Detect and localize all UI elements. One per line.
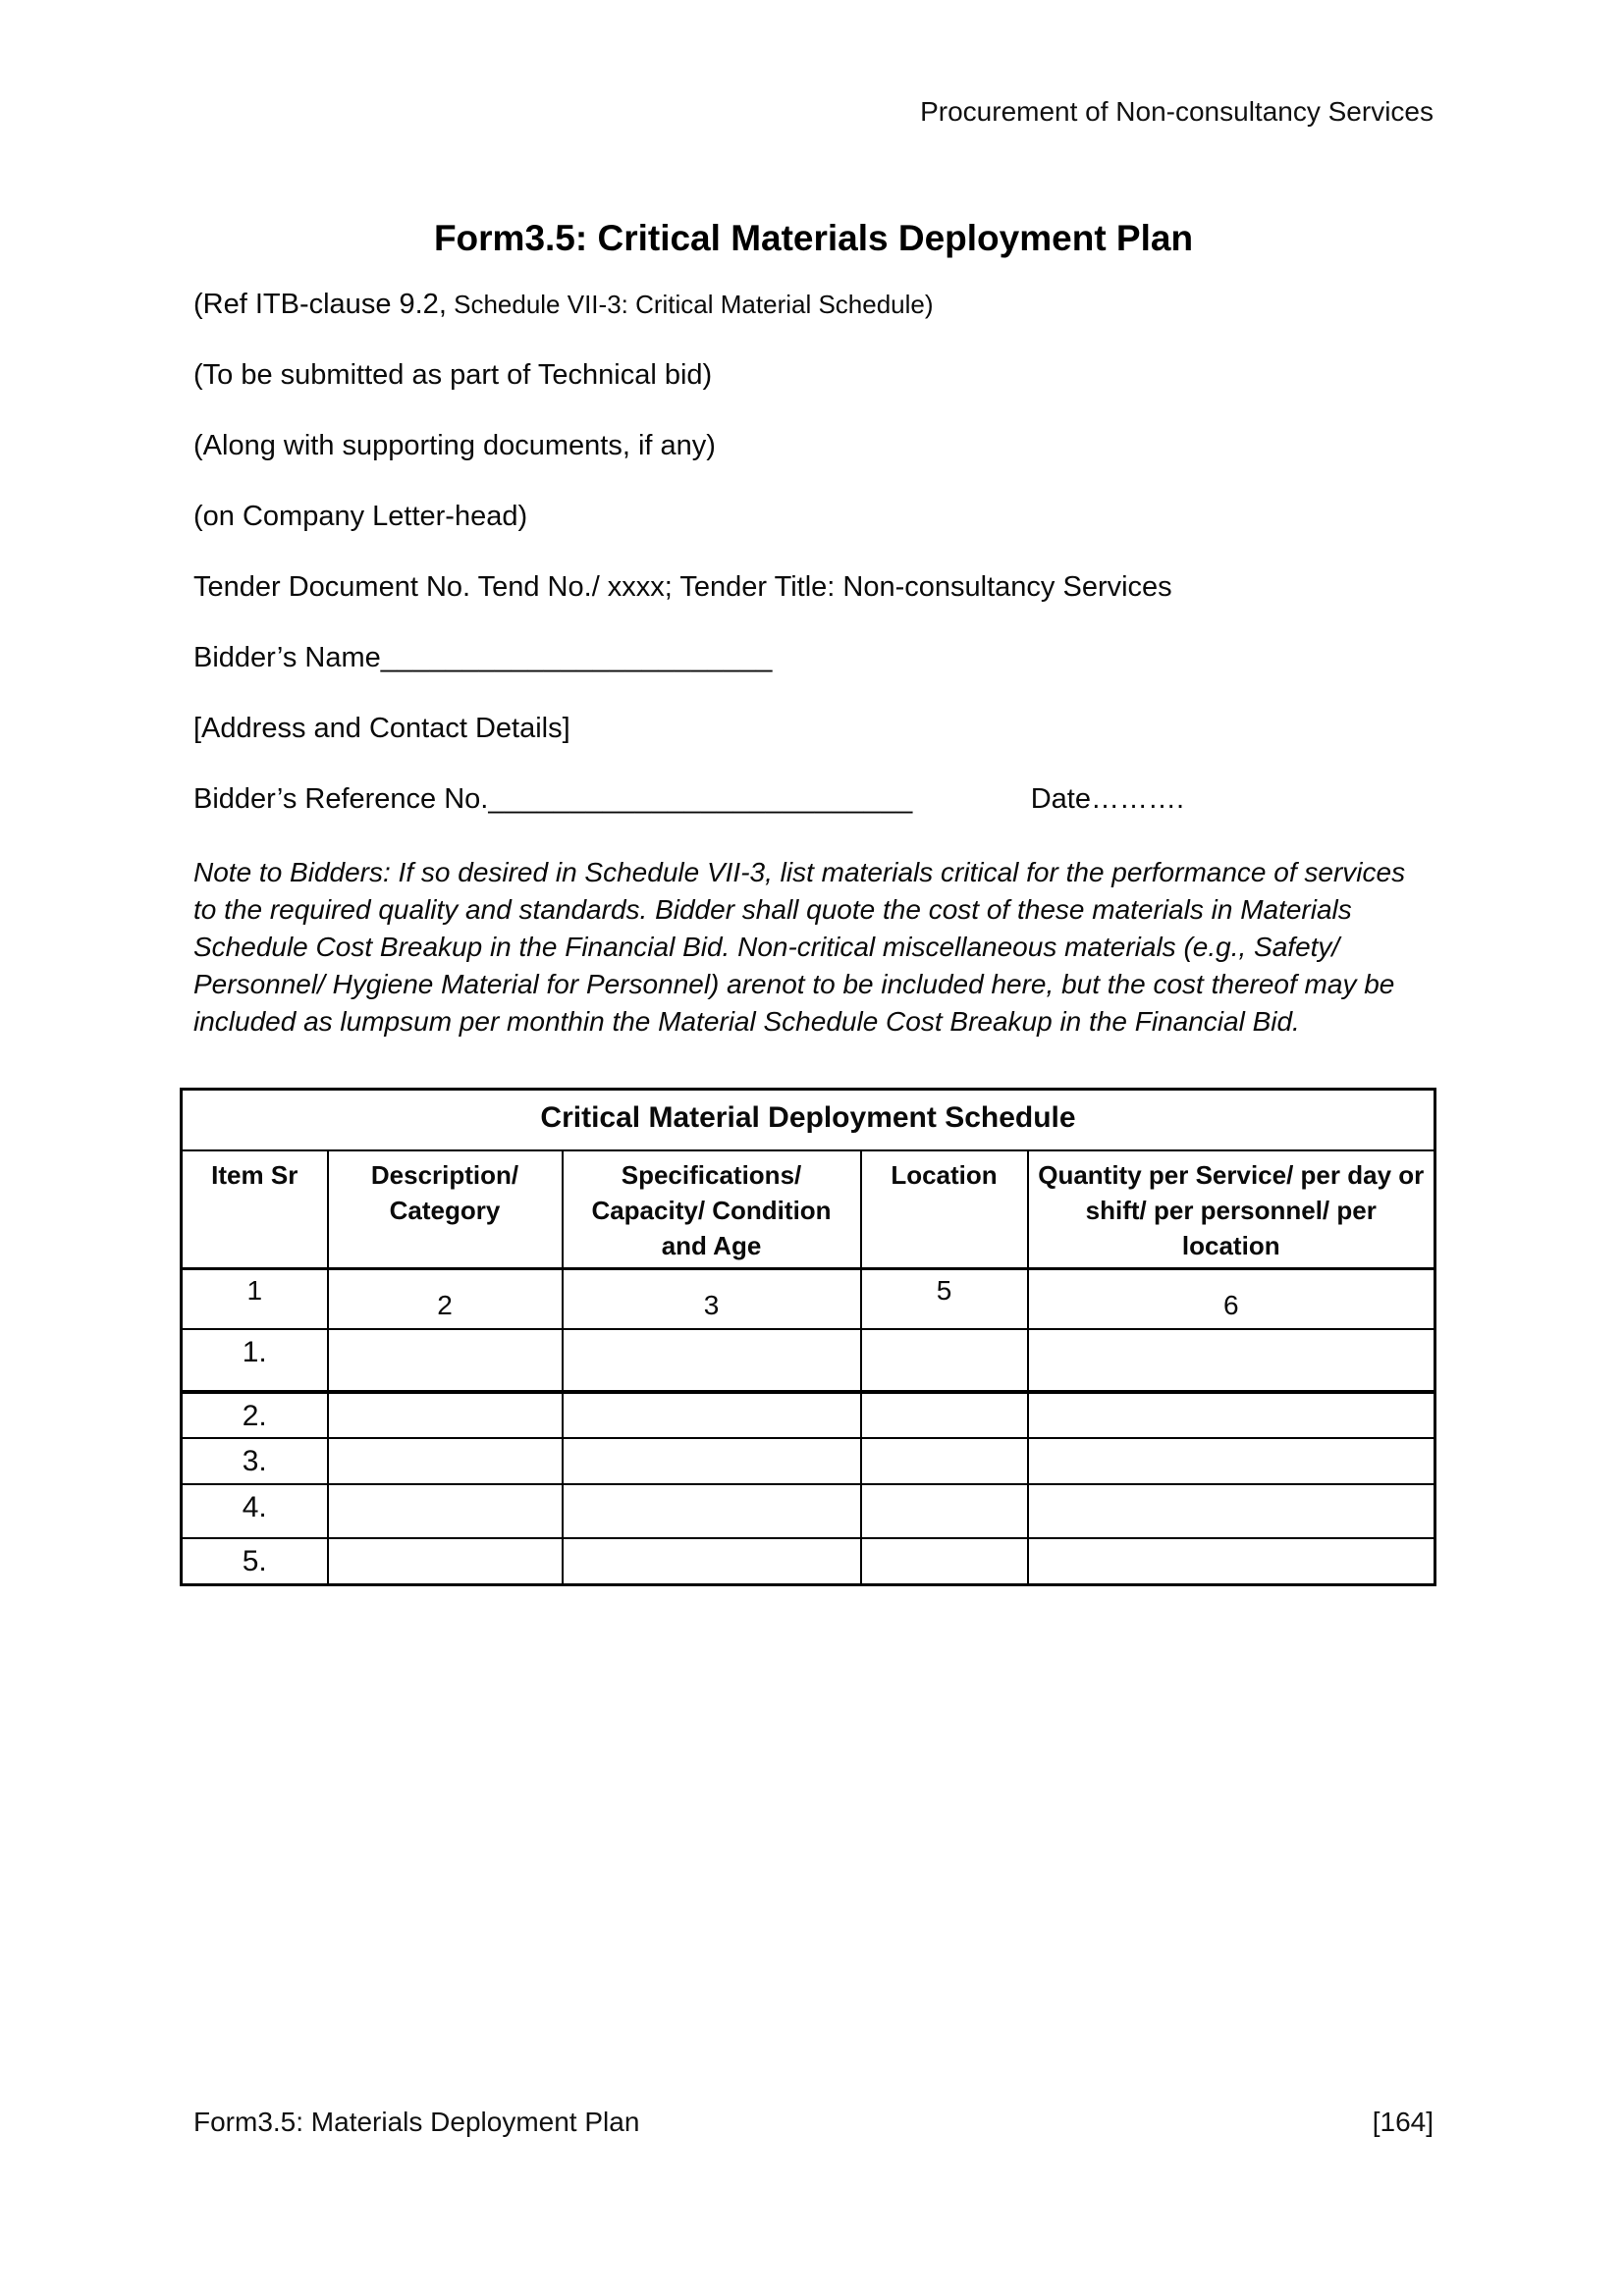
- table-caption-row: [182, 1090, 1435, 1150]
- page-footer: [193, 2107, 1434, 2138]
- empty-cell: [1028, 1538, 1435, 1584]
- table-row: [182, 1538, 1435, 1584]
- row-sr-cell: 5.: [182, 1538, 328, 1584]
- bidder-reference-blank: __________________________: [488, 783, 913, 815]
- column-number: 6: [1028, 1268, 1435, 1329]
- address-line: [Address and Contact Details]: [193, 713, 570, 744]
- empty-cell: [563, 1438, 861, 1484]
- page-title: Form3.5: Critical Materials Deployment Plan: [433, 218, 1194, 258]
- empty-cell: [861, 1392, 1028, 1438]
- table-row: [182, 1329, 1435, 1392]
- supporting-documents-line: (Along with supporting documents, if any): [193, 430, 716, 461]
- column-number: 2: [328, 1268, 563, 1329]
- row-sr-cell: 3.: [182, 1438, 328, 1484]
- bidder-name-blank: ________________________: [380, 642, 773, 673]
- table-row: [182, 1438, 1435, 1484]
- row-sr-cell: 4.: [182, 1484, 328, 1538]
- table-caption: Critical Material Deployment Schedule: [182, 1090, 1435, 1150]
- page-header: [193, 96, 1434, 128]
- empty-cell: [861, 1438, 1028, 1484]
- column-header-location: Location: [861, 1150, 1028, 1269]
- row-sr-cell: 1.: [182, 1329, 328, 1392]
- column-number: 1: [182, 1268, 328, 1329]
- row-sr-cell: 2.: [182, 1392, 328, 1438]
- ref-clause-lead: (Ref ITB-clause 9.2,: [193, 289, 447, 320]
- bidder-name-line: [193, 642, 1434, 673]
- bidder-name-label: Bidder’s Name: [193, 642, 381, 673]
- empty-cell: [328, 1438, 563, 1484]
- table-header-row: [182, 1150, 1435, 1269]
- empty-cell: [861, 1538, 1028, 1584]
- empty-cell: [1028, 1438, 1435, 1484]
- empty-cell: [328, 1392, 563, 1438]
- deployment-schedule-table: [180, 1088, 1436, 1586]
- column-number: 5: [861, 1268, 1028, 1329]
- column-number: 3: [563, 1268, 861, 1329]
- empty-cell: [1028, 1329, 1435, 1392]
- empty-cell: [1028, 1484, 1435, 1538]
- empty-cell: [328, 1484, 563, 1538]
- column-header-specifications: Specifications/ Capacity/ Condition and Age: [563, 1150, 861, 1269]
- date-label: Date……….: [1030, 783, 1185, 815]
- bidder-reference-label: Bidder’s Reference No.: [193, 783, 489, 815]
- empty-cell: [563, 1392, 861, 1438]
- bidder-reference-line: [193, 783, 1434, 815]
- empty-cell: [1028, 1392, 1435, 1438]
- empty-cell: [563, 1484, 861, 1538]
- technical-bid-line: (To be submitted as part of Technical bid): [193, 359, 713, 391]
- letterhead-line: (on Company Letter-head): [193, 501, 528, 532]
- tender-document-line: Tender Document No. Tend No./ xxxx; Tender Title: Non-consultancy Services: [193, 571, 1172, 603]
- page-number: [164]: [1372, 2107, 1434, 2137]
- empty-cell: [861, 1329, 1028, 1392]
- empty-cell: [861, 1484, 1028, 1538]
- column-header-quantity: Quantity per Service/ per day or shift/ per personnel/ per location: [1028, 1150, 1435, 1269]
- ref-clause-rest: Schedule VII-3: Critical Material Schedule): [446, 290, 934, 319]
- empty-cell: [563, 1538, 861, 1584]
- ref-clause-line: [193, 289, 1434, 320]
- column-header-item-sr: Item Sr: [182, 1150, 328, 1269]
- table-row: [182, 1392, 1435, 1438]
- header-text: Procurement of Non-consultancy Services: [920, 96, 1434, 127]
- column-header-description: Description/ Category: [328, 1150, 563, 1269]
- empty-cell: [563, 1329, 861, 1392]
- column-number-row: [182, 1268, 1435, 1329]
- empty-cell: [328, 1329, 563, 1392]
- note-to-bidders: Note to Bidders: If so desired in Schedule VII-3, list materials critical for the performance of services to the required quality and standards. Bidder shall quote the cost of these materials in Materials Schedule Cost Breakup in the Financial Bid. Non-critical miscellaneous materials (e.g., Safety/ Personnel/ Hygiene Material for Personnel) arenot to be included here, but the cost thereof may be included as lumpsum per monthin the Material Schedule Cost Breakup in the Financial Bid.: [193, 857, 1406, 1037]
- footer-title: Form3.5: Materials Deployment Plan: [193, 2107, 640, 2137]
- table-row: [182, 1484, 1435, 1538]
- empty-cell: [328, 1538, 563, 1584]
